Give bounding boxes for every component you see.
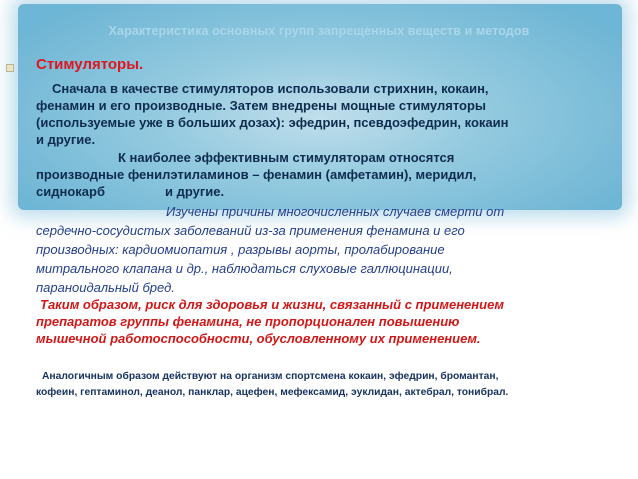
text-line: препаратов группы фенамина, не пропорционален повышению <box>36 314 460 329</box>
text-line: митрального клапана и др., наблюдаться слуховые галлюцинации, <box>36 261 453 276</box>
paragraph-conclusion <box>36 296 626 347</box>
text-line: Сначала в качестве стимуляторов использовали стрихнин, кокаин, <box>52 81 489 96</box>
text-line: производные фенилэтиламинов – фенамин (амфетамин), меридил, <box>36 167 477 182</box>
text-line: параноидальный бред. <box>36 280 175 295</box>
text-line: фенамин и его производные. Затем внедрены мощные стимуляторы <box>36 98 487 113</box>
text-fragment: сиднокарб <box>36 184 105 199</box>
text-line: К наиболее эффективным стимуляторам относятся <box>118 150 455 165</box>
text-line: Аналогичным образом действуют на организм спортсмена кокаин, эфедрин, бромантан, <box>42 371 499 382</box>
section-heading: Стимуляторы. <box>36 56 144 73</box>
text-line: сердечно-сосудистых заболеваний из-за применения фенамина и его <box>36 223 465 238</box>
paragraph-effective <box>36 149 616 200</box>
text-line: (используемые уже в больших дозах): эфедрин, псевдоэфедрин, кокаин <box>36 115 509 130</box>
bullet-marker <box>6 64 14 72</box>
paragraph-footer <box>36 369 626 401</box>
text-line <box>36 183 616 200</box>
text-line: Таким образом, риск для здоровья и жизни, связанный с применением <box>40 297 504 312</box>
slide-title: Характеристика основных групп запрещенных веществ и методов <box>108 24 530 38</box>
text-line: мышечной работоспособности, обусловленному их применением. <box>36 331 481 346</box>
text-line: Изучены причины многочисленных случаев смерти от <box>166 204 505 219</box>
text-line: производных: кардиомиопатия , разрывы аорты, пролабирование <box>36 242 445 257</box>
text-line: и другие. <box>36 132 96 147</box>
text-fragment: и другие. <box>164 184 225 199</box>
paragraph-deaths <box>36 202 616 297</box>
paragraph-intro <box>36 80 616 148</box>
text-line: кофеин, гептаминол, деанол, панклар, ацефен, мефексамид, эуклидан, актебрал, тонибрал. <box>36 387 509 398</box>
